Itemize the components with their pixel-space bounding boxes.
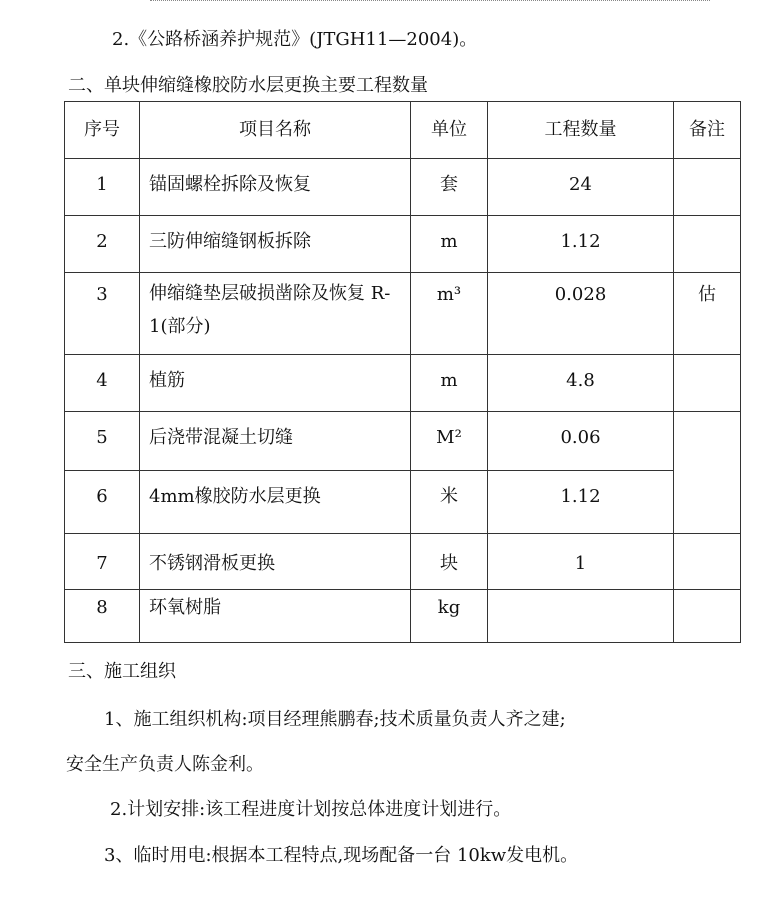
- row-unit: M²: [436, 427, 462, 448]
- table-row: [65, 273, 741, 355]
- row-item-name: 三防伸缩缝钢板拆除: [149, 231, 311, 252]
- row-unit: 套: [440, 174, 458, 195]
- table-row: [65, 590, 741, 643]
- header-quantity: 工程数量: [488, 102, 674, 159]
- row-seq: 4: [96, 370, 108, 391]
- header-seq: 序号: [65, 102, 140, 159]
- row-item-name: 不锈钢滑板更换: [149, 553, 275, 574]
- reference-standard-line: 2.《公路桥涵养护规范》(JTGH11—2004)。: [112, 29, 478, 50]
- row-seq: 7: [96, 553, 108, 574]
- row-item-name: 环氧树脂: [149, 597, 221, 618]
- section-2-heading: 二、单块伸缩缝橡胶防水层更换主要工程数量: [68, 75, 428, 96]
- row-unit: m: [440, 231, 458, 252]
- table-header-row: [65, 102, 741, 159]
- temporary-power-paragraph: 3、临时用电:根据本工程特点,现场配备一台 10kw发电机。: [104, 845, 579, 866]
- row-unit: m³: [436, 284, 462, 305]
- schedule-paragraph: 2.计划安排:该工程进度计划按总体进度计划进行。: [110, 799, 512, 820]
- organization-paragraph: 1、施工组织机构:项目经理熊鹏春;技术质量负责人齐之建;: [104, 709, 566, 730]
- header-unit: 单位: [411, 102, 488, 159]
- row-note: [674, 355, 740, 369]
- row-seq: 1: [96, 174, 108, 195]
- table-row: [65, 159, 741, 216]
- table-row: [65, 355, 741, 412]
- row-note: 估: [698, 284, 716, 305]
- table-row: [65, 216, 741, 273]
- table-row: [65, 534, 741, 590]
- row-unit: 块: [440, 553, 458, 574]
- header-item-name: 项目名称: [140, 102, 411, 159]
- row-note: [674, 412, 740, 426]
- organization-paragraph-continued: 安全生产负责人陈金利。: [66, 754, 264, 775]
- row-note: [674, 216, 740, 230]
- row-item-name: 植筋: [149, 370, 185, 391]
- row-quantity: 1.12: [560, 231, 601, 252]
- row-seq: 6: [96, 486, 108, 507]
- header-note: 备注: [674, 102, 741, 159]
- table-row: [65, 471, 741, 534]
- row-note: [674, 159, 740, 173]
- quantity-table: [64, 101, 741, 643]
- previous-page-fragment: [150, 0, 710, 4]
- row-unit: m: [440, 370, 458, 391]
- section-3-heading: 三、施工组织: [68, 661, 176, 682]
- row-item-name: 伸缩缝垫层破损凿除及恢复 R-1(部分): [149, 283, 391, 337]
- row-item-name: 锚固螺栓拆除及恢复: [149, 174, 311, 195]
- row-note: [674, 590, 740, 596]
- row-seq: 2: [96, 231, 108, 252]
- row-quantity: 0.06: [560, 427, 601, 448]
- table-row: [65, 412, 741, 471]
- row-quantity: 24: [569, 174, 592, 195]
- row-seq: 5: [96, 427, 108, 448]
- row-item-name: 4mm橡胶防水层更换: [149, 486, 321, 507]
- row-quantity: 4.8: [566, 370, 595, 391]
- row-quantity: 0.028: [554, 284, 607, 305]
- row-seq: 3: [96, 284, 108, 305]
- row-quantity: [488, 590, 673, 596]
- row-seq: 8: [96, 597, 108, 618]
- row-note: [674, 534, 740, 552]
- row-unit: kg: [437, 597, 461, 618]
- row-quantity: 1.12: [560, 486, 601, 507]
- row-quantity: 1: [574, 553, 587, 574]
- row-unit: 米: [440, 486, 458, 507]
- row-item-name: 后浇带混凝土切缝: [149, 427, 293, 448]
